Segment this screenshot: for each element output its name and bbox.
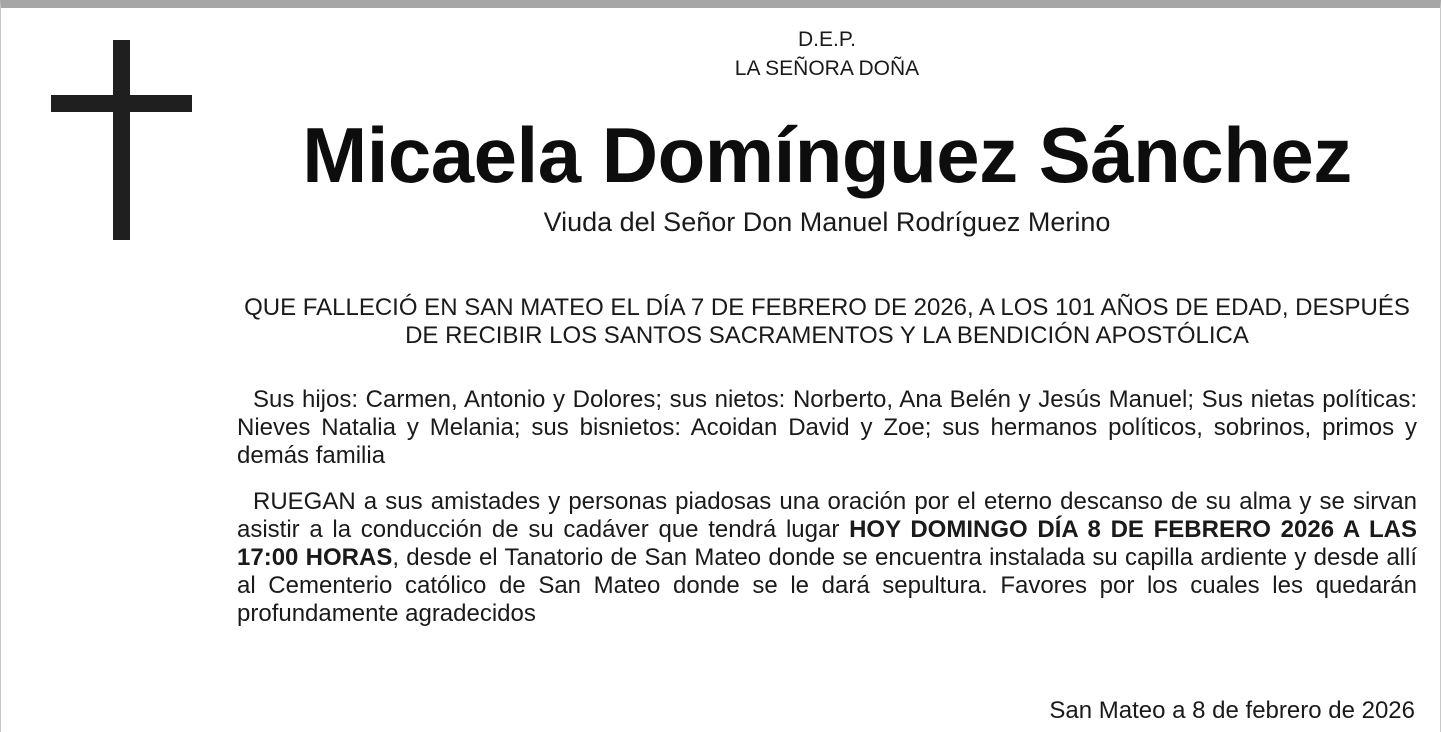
ruegan-text-before: RUEGAN a sus amistades y personas piadosas una oración por el eterno descanso de su alma y se sirvan asistir a la conducción de su cadáver que tendrá lugar	[237, 488, 1417, 543]
cross-horizontal-bar	[51, 95, 192, 112]
title-prefix: LA SEÑORA DOÑA	[734, 57, 920, 80]
cross-vertical-bar	[113, 40, 130, 240]
place-date: San Mateo a 8 de febrero de 2026	[1049, 697, 1415, 724]
ruegan-time-bold: HOY DOMINGO DÍA 8 DE FEBRERO 2026 A LAS 17:00 HORAS	[237, 516, 1418, 571]
ruegan-text-after: , desde el Tanatorio de San Mateo donde se encuentra instalada su capilla ardiente y desde allí al Cementerio católico de San Mateo donde se le dará sepultura. Favores por los cuales les quedarán profundamente agradecidos	[237, 544, 1417, 627]
death-notice: QUE FALLECIÓ EN SAN MATEO EL DÍA 7 DE FEBRERO DE 2026, A LOS 101 AÑOS DE EDAD, DESPUÉS DE RECIBIR LOS SANTOS SACRAMENTOS Y LA BENDICIÓN APOSTÓLICA	[244, 294, 1410, 349]
family-paragraph	[237, 386, 1417, 470]
dep-heading: D.E.P.	[798, 28, 856, 51]
widow-of: Viuda del Señor Don Manuel Rodríguez Merino	[543, 207, 1111, 237]
family-text: Sus hijos: Carmen, Antonio y Dolores; sus nietos: Norberto, Ana Belén y Jesús Manuel; Sus nietas políticas: Nieves Natalia y Melania; sus bisnietos: Acoidan David y Zoe; sus hermanos políticos, sobrinos, primos y demás familia	[237, 386, 1417, 469]
ruegan-paragraph	[237, 488, 1417, 628]
deceased-name: Micaela Domínguez Sánchez	[302, 111, 1352, 199]
